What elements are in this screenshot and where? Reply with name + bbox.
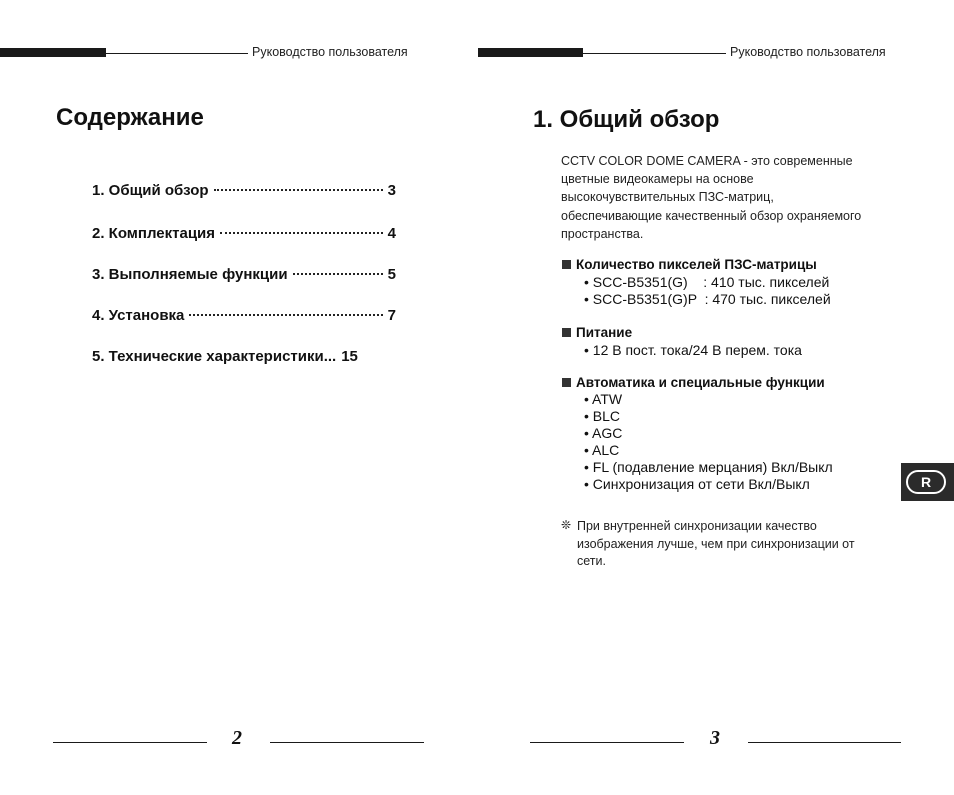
footer-rule-right-a bbox=[530, 742, 684, 743]
toc-entry-page: 5 bbox=[387, 266, 396, 283]
toc-leader-dots bbox=[214, 189, 383, 191]
note-symbol-icon: ❊ bbox=[561, 518, 572, 532]
intro-line: пространства. bbox=[561, 226, 644, 241]
toc-entry-installation[interactable] bbox=[92, 307, 396, 324]
list-item: • AGC bbox=[584, 425, 623, 441]
list-item: • Синхронизация от сети Вкл/Выкл bbox=[584, 476, 810, 492]
list-item: • 12 В пост. тока/24 В перем. тока bbox=[584, 342, 802, 358]
toc-entry-page: 3 bbox=[387, 182, 396, 199]
toc-entry-page: 7 bbox=[387, 307, 396, 324]
toc-entry-page: 4 bbox=[387, 225, 396, 242]
note-line: изображения лучше, чем при синхронизации от bbox=[577, 536, 855, 551]
page-number-right: 3 bbox=[710, 727, 720, 749]
section-items-automation bbox=[584, 391, 833, 493]
section-heading-power bbox=[562, 325, 632, 340]
section-heading-text: Автоматика и специальные функции bbox=[576, 375, 825, 390]
toc-entry-label: 1. Общий обзор bbox=[92, 182, 209, 199]
header-rule-right bbox=[583, 53, 726, 54]
section-heading-pixels bbox=[562, 257, 817, 272]
header-title-right: Руководство пользователя bbox=[730, 45, 886, 59]
header-rule-left bbox=[106, 53, 248, 54]
language-tab-label: R bbox=[906, 470, 946, 494]
header-title-left: Руководство пользователя bbox=[252, 45, 408, 59]
overview-title: 1. Общий обзор bbox=[533, 106, 720, 133]
overview-intro bbox=[561, 152, 901, 243]
toc-title: Содержание bbox=[56, 104, 204, 131]
list-item: • BLC bbox=[584, 408, 621, 424]
language-tab bbox=[901, 463, 954, 501]
toc-entry-overview[interactable] bbox=[92, 182, 396, 199]
note-text bbox=[577, 518, 907, 571]
section-heading-automation bbox=[562, 375, 825, 390]
list-item: • FL (подавление мерцания) Вкл/Выкл bbox=[584, 459, 833, 475]
toc-entry-label: 2. Комплектация bbox=[92, 225, 216, 242]
toc-entry-page: 15 bbox=[341, 348, 358, 365]
footer-rule-left-a bbox=[53, 742, 207, 743]
page-number-left: 2 bbox=[232, 727, 242, 749]
toc-leader-dots bbox=[189, 314, 382, 316]
section-items-power bbox=[584, 342, 802, 359]
list-item: • SCC-B5351(G) : 410 тыс. пикселей bbox=[584, 274, 830, 290]
square-bullet-icon bbox=[562, 328, 571, 337]
section-items-pixels bbox=[584, 274, 831, 308]
toc-leader-dots bbox=[293, 273, 383, 275]
intro-line: CCTV COLOR DOME CAMERA - это современные bbox=[561, 154, 853, 168]
footer-rule-left-b bbox=[270, 742, 424, 743]
intro-line: цветные видеокамеры на основе bbox=[561, 172, 754, 187]
note-line: сети. bbox=[577, 554, 606, 568]
toc-entry-package[interactable] bbox=[92, 225, 396, 242]
toc-entry-specifications[interactable] bbox=[92, 348, 396, 365]
note-line: При внутренней синхронизации качество bbox=[577, 519, 817, 533]
toc-entry-label: 3. Выполняемые функции bbox=[92, 266, 288, 283]
toc-entry-label: 4. Установка bbox=[92, 307, 185, 324]
list-item: • SCC-B5351(G)P : 470 тыс. пикселей bbox=[584, 291, 831, 307]
header-bar-left-thick bbox=[0, 48, 106, 57]
header-bar-right-thick bbox=[478, 48, 583, 57]
toc-entry-functions[interactable] bbox=[92, 266, 396, 283]
intro-line: обеспечивающие качественный обзор охраняемого bbox=[561, 208, 862, 223]
square-bullet-icon bbox=[562, 260, 571, 269]
toc-leader-dots bbox=[220, 232, 383, 234]
intro-line: высокочувствительных ПЗС-матриц, bbox=[561, 190, 774, 205]
toc-entry-label: 5. Технические характеристики... bbox=[92, 348, 337, 365]
section-heading-text: Количество пикселей ПЗС-матрицы bbox=[576, 257, 817, 272]
footer-rule-right-b bbox=[748, 742, 901, 743]
list-item: • ALC bbox=[584, 442, 620, 458]
square-bullet-icon bbox=[562, 378, 571, 387]
list-item: • ATW bbox=[584, 391, 623, 407]
section-heading-text: Питание bbox=[576, 325, 633, 340]
